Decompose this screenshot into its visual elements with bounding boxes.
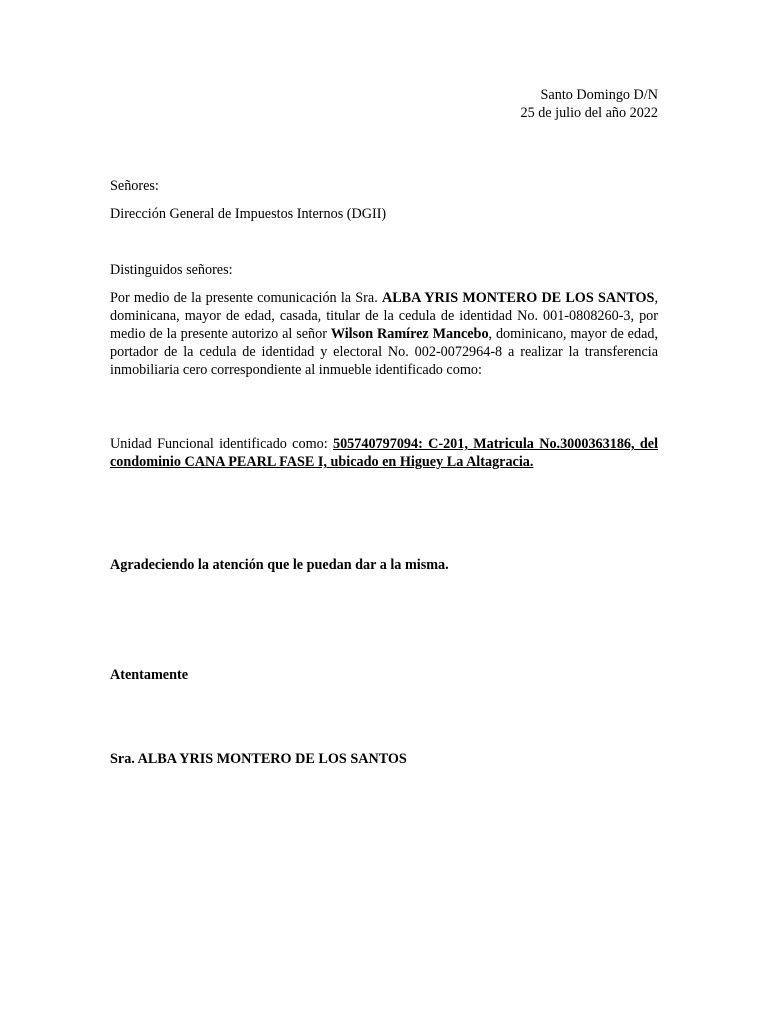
agent-name: Wilson Ramírez Mancebo bbox=[330, 326, 489, 342]
p1-end: , dominicano, mayor de edad, portador de la cedula de identidad y electoral No. 002-0072964-8 a realizar la transferencia inmobiliaria cero correspondiente al inmueble identificado como: bbox=[110, 326, 659, 378]
body-paragraph-1 bbox=[110, 289, 658, 379]
property-description: 505740797094: C-201, Matricula No.3000363186, del condominio CANA PEARL FASE I, ubicado en Higuey La Altagracia. bbox=[110, 436, 659, 470]
thanks-line: Agradeciendo la atención que le puedan dar a la misma. bbox=[110, 557, 449, 573]
p1-mid: , dominicana, mayor de edad, casada, titular de la cedula de identidad No. 001-0808260-3, por medio de la presente autorizo al señor bbox=[110, 290, 658, 342]
date-line: 25 de julio del año 2022 bbox=[520, 105, 658, 121]
p2-intro: Unidad Funcional identificado como: bbox=[110, 436, 328, 452]
signature-name: Sra. ALBA YRIS MONTERO DE LOS SANTOS bbox=[110, 751, 407, 767]
sign-off: Atentamente bbox=[110, 667, 189, 683]
date-block bbox=[520, 86, 658, 122]
recipient-organization: Dirección General de Impuestos Internos (DGII) bbox=[110, 206, 387, 222]
salutation: Señores: bbox=[110, 178, 159, 194]
body-paragraph-2 bbox=[110, 435, 658, 471]
grantor-name: ALBA YRIS MONTERO DE LOS SANTOS bbox=[381, 290, 655, 306]
place-line: Santo Domingo D/N bbox=[540, 87, 658, 103]
p1-intro: Por medio de la presente comunicación la Sra. bbox=[110, 290, 378, 306]
greeting: Distinguidos señores: bbox=[110, 262, 233, 278]
